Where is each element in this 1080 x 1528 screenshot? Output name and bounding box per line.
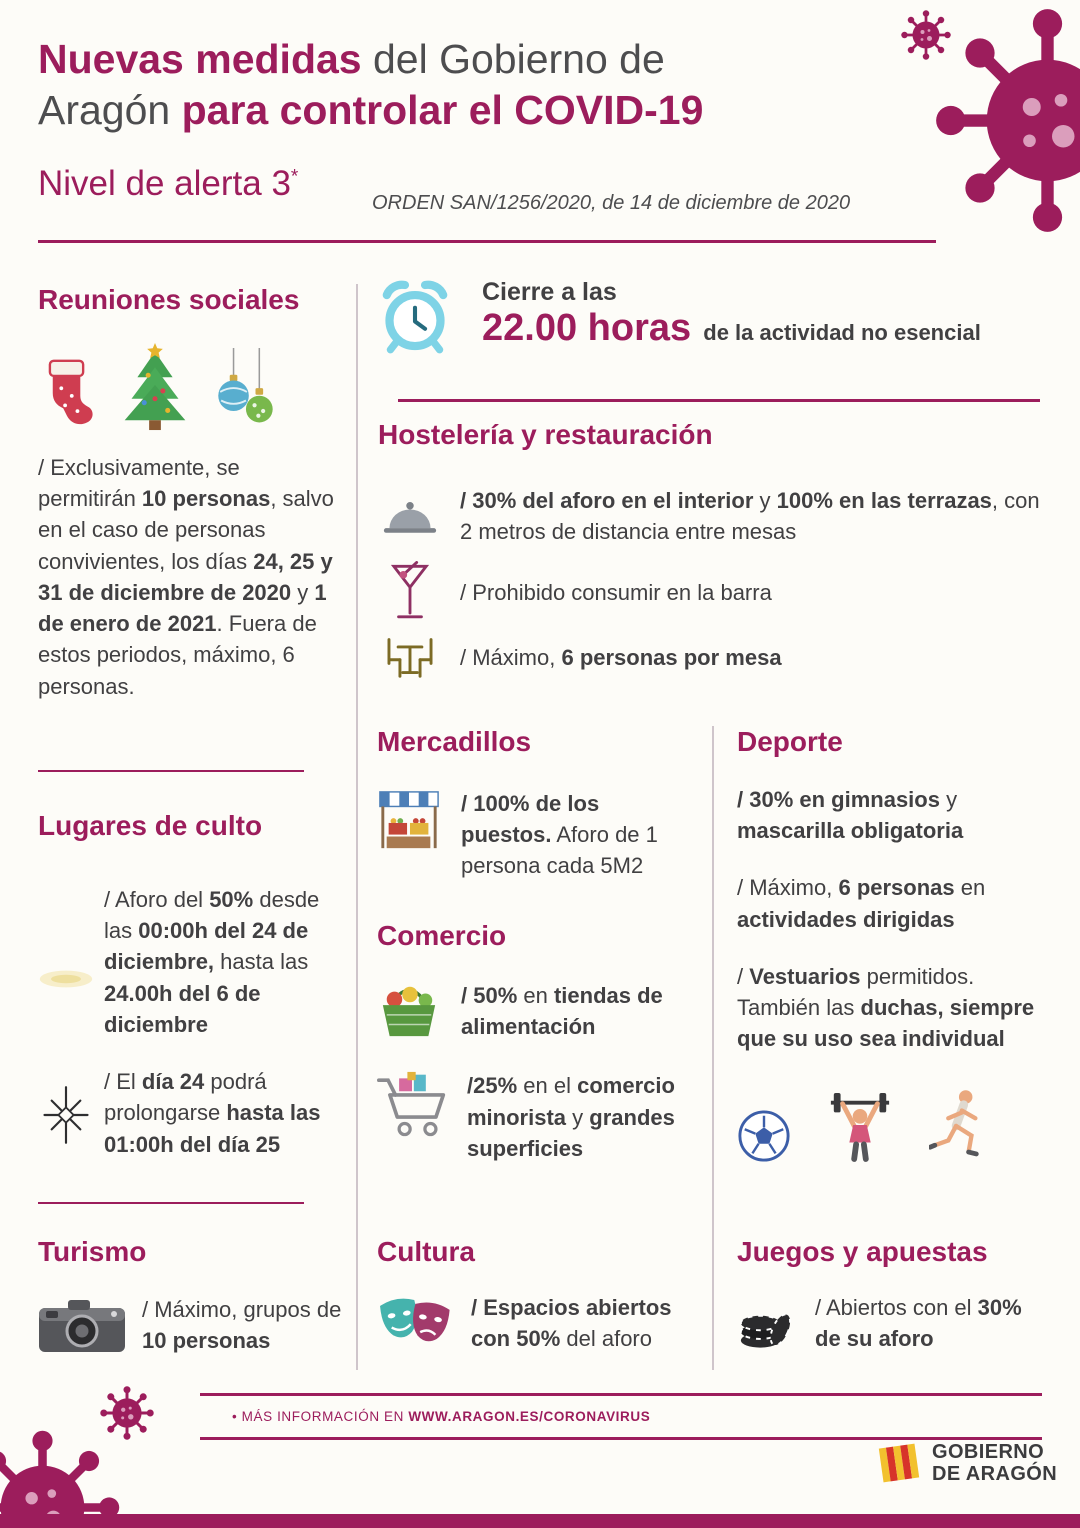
closing-line2	[482, 307, 981, 350]
market-stall-icon	[377, 788, 441, 854]
hosteleria-item	[378, 561, 1040, 623]
section-title-culto: Lugares de culto	[38, 810, 263, 841]
deporte-text-2: / Máximo, 6 personas en actividades dirigidas	[737, 875, 986, 932]
header-divider	[38, 240, 936, 243]
theater-masks-icon	[377, 1295, 453, 1351]
turismo-text: / Máximo, grupos de 10 personas	[142, 1297, 342, 1354]
section-cultura	[377, 1236, 699, 1354]
aragon-flag-icon	[876, 1440, 922, 1486]
section-turismo	[38, 1236, 344, 1356]
section-title-deporte: Deporte	[737, 726, 843, 757]
deporte-text-3: / Vestuarios permitidos. También las duchas, siempre que su uso sea individual	[737, 963, 1035, 1052]
juegos-text: / Abiertos con el 30% de su aforo	[815, 1295, 1022, 1352]
culto-text-1: / Aforo del 50% desde las 00:00h del 24 de diciembre, hasta las 24.00h del 6 de diciembre	[104, 887, 320, 1037]
alarm-clock-icon	[374, 276, 456, 356]
cocktail-icon	[378, 561, 442, 623]
camera-icon	[38, 1296, 126, 1354]
mercadillos-item	[377, 788, 685, 882]
mercadillos-text: / 100% de los puestos. Aforo de 1 persona cada 5M2	[461, 791, 658, 879]
gobierno-aragon-logo	[876, 1440, 1057, 1486]
alert-footnote-mark: *	[290, 166, 299, 188]
reuniones-text: / Exclusivamente, se permitirán 10 personas, salvo en el caso de personas convivientes, los días 24, 25 y 31 de diciembre de 2020 y 1 de enero de 2021. Fuera de estos periodos, máximo, 6 personas.	[38, 455, 334, 699]
juegos-item	[737, 1292, 1045, 1354]
title-line1: Nuevas medidas del Gobierno de	[38, 36, 665, 82]
table-chairs-icon	[378, 635, 442, 679]
soccer-ball-icon	[737, 1109, 791, 1163]
column-divider	[356, 284, 358, 1370]
section-title-mercadillos: Mercadillos	[377, 726, 532, 757]
section-title-juegos: Juegos y apuestas	[737, 1236, 988, 1267]
christmas-stocking-icon	[38, 356, 96, 432]
virus-icon	[935, 8, 1080, 233]
closing-hour: 22.00 horas	[482, 307, 692, 349]
star-icon	[38, 1066, 94, 1160]
christmas-tree-icon	[118, 342, 192, 432]
bottom-accent-bar	[0, 1514, 1080, 1528]
hosteleria-item	[378, 485, 1040, 547]
section-title-turismo: Turismo	[38, 1236, 147, 1267]
comercio-text-2: /25% en el comercio minorista y grandes superficies	[467, 1073, 675, 1161]
section-hosteleria	[378, 419, 1040, 679]
shopping-cart-icon	[377, 1070, 447, 1142]
alert-level: Nivel de alerta 3*	[38, 164, 299, 203]
deporte-icons	[737, 1087, 1045, 1163]
closing-time-banner	[374, 276, 981, 356]
logo-line1: GOBIERNO	[932, 1441, 1045, 1463]
section-title-cultura: Cultura	[377, 1236, 475, 1267]
culto-item	[38, 1066, 344, 1160]
hosteleria-text-1: / 30% del aforo en el interior y 100% en las terrazas, con 2 metros de distancia entre mesas	[460, 488, 1040, 545]
section-lugares-de-culto	[38, 810, 344, 1160]
section-reuniones-sociales	[38, 284, 340, 702]
closing-scope: de la actividad no esencial	[697, 320, 981, 345]
culto-item	[38, 884, 344, 1040]
closing-divider	[398, 399, 1040, 402]
section-comercio	[377, 920, 685, 1164]
culto-text-2: / El día 24 podrá prolongarse hasta las 01:00h del día 25	[104, 1069, 321, 1157]
christmas-icons	[38, 342, 340, 432]
section-juegos-apuestas	[737, 1236, 1045, 1354]
comercio-text-1: / 50% en tiendas de alimentación	[461, 983, 663, 1040]
section-title-hosteleria: Hostelería y restauración	[378, 419, 713, 450]
footer-info: • MÁS INFORMACIÓN EN WWW.ARAGON.ES/CORONAVIRUS	[200, 1393, 1042, 1440]
page-title	[38, 34, 703, 136]
comercio-item	[377, 1070, 685, 1164]
hosteleria-text-2: / Prohibido consumir en la barra	[460, 579, 772, 605]
runner-icon	[929, 1087, 985, 1163]
logo-text	[932, 1441, 1057, 1485]
left-divider	[38, 770, 304, 772]
virus-icon	[100, 1386, 154, 1440]
order-reference: ORDEN SAN/1256/2020, de 14 de diciembre de 2020	[372, 192, 851, 214]
left-divider	[38, 1202, 304, 1204]
poker-chips-icon	[737, 1295, 791, 1351]
section-deporte	[737, 726, 1045, 1163]
title-line2: Aragón para controlar el COVID-19	[38, 86, 704, 133]
hosteleria-item	[378, 635, 1040, 679]
grocery-basket-icon	[377, 980, 441, 1040]
ornaments-icon	[214, 348, 276, 432]
virus-icon	[901, 10, 951, 60]
cloche-icon	[378, 493, 442, 539]
turismo-item	[38, 1294, 344, 1356]
cultura-text: / Espacios abiertos con 50% del aforo	[471, 1295, 672, 1352]
deporte-text-1: / 30% en gimnasios y mascarilla obligatoria	[737, 787, 964, 844]
hosteleria-text-3: / Máximo, 6 personas por mesa	[460, 644, 782, 670]
section-title-reuniones: Reuniones sociales	[38, 284, 300, 315]
closing-line1: Cierre a las	[482, 278, 617, 306]
light-rays-icon	[38, 884, 94, 1040]
weightlifter-icon	[827, 1089, 893, 1163]
section-mercadillos	[377, 726, 685, 882]
cultura-item	[377, 1292, 699, 1354]
closing-time-text	[482, 276, 981, 350]
column-divider	[712, 726, 714, 1370]
section-title-comercio: Comercio	[377, 920, 507, 951]
logo-line2: DE ARAGÓN	[932, 1463, 1058, 1485]
comercio-item	[377, 980, 685, 1042]
